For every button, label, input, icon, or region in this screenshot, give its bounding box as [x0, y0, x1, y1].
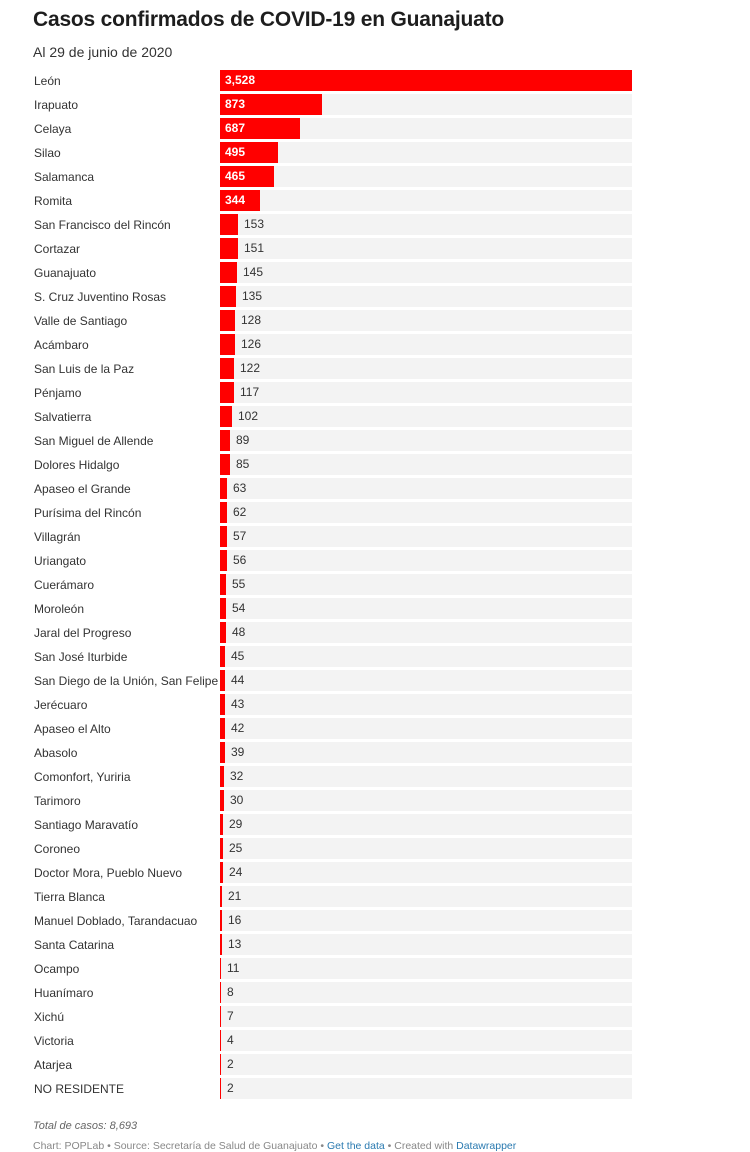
category-label: Acámbaro [34, 338, 89, 352]
bar-track [220, 886, 632, 907]
bar-track [220, 934, 632, 955]
bar [220, 70, 632, 91]
bar-row [0, 262, 750, 284]
bar-row [0, 1054, 750, 1076]
bar [220, 598, 226, 619]
category-label: Xichú [34, 1010, 65, 1024]
bar [220, 646, 225, 667]
bar-row [0, 1030, 750, 1052]
bar-track [220, 790, 632, 811]
category-label: Silao [34, 146, 61, 160]
category-label: León [34, 74, 61, 88]
bar [220, 838, 223, 859]
bar [220, 574, 226, 595]
bar-row [0, 286, 750, 308]
bar-track [220, 766, 632, 787]
bar-track [220, 838, 632, 859]
category-label: Dolores Hidalgo [34, 458, 120, 472]
bar [220, 694, 225, 715]
bar-row [0, 934, 750, 956]
value-label: 43 [231, 697, 245, 711]
bar-row [0, 454, 750, 476]
bar-row [0, 142, 750, 164]
bar-row [0, 790, 750, 812]
bar-row [0, 166, 750, 188]
bar [220, 550, 227, 571]
bar [220, 814, 223, 835]
bar [220, 406, 232, 427]
category-label: San Luis de la Paz [34, 362, 135, 376]
value-label: 30 [230, 793, 244, 807]
category-label: NO RESIDENTE [34, 1082, 125, 1096]
bar [220, 1054, 221, 1075]
category-label: Guanajuato [34, 266, 97, 280]
bar-row [0, 406, 750, 428]
category-label: Valle de Santiago [34, 314, 128, 328]
value-label: 8 [227, 985, 234, 999]
value-label: 54 [232, 601, 246, 615]
bar [220, 790, 224, 811]
bar-track [220, 982, 632, 1003]
created-with-text: • Created with [384, 1140, 457, 1152]
value-label: 21 [228, 889, 242, 903]
value-label: 56 [233, 553, 247, 567]
bar-row [0, 1006, 750, 1028]
category-label: Romita [34, 194, 73, 208]
category-label: Salvatierra [34, 410, 92, 424]
bar [220, 934, 222, 955]
bar-row [0, 766, 750, 788]
bar [220, 742, 225, 763]
value-label: 151 [244, 241, 265, 255]
bar-row [0, 886, 750, 908]
bar-track [220, 334, 632, 355]
chart-title: Casos confirmados de COVID-19 en Guanajuato [33, 8, 505, 31]
bar [220, 262, 237, 283]
value-label: 2 [227, 1057, 234, 1071]
bar [220, 310, 235, 331]
bar-track [220, 358, 632, 379]
category-label: Uriangato [34, 554, 87, 568]
bar-row [0, 958, 750, 980]
value-label: 128 [241, 313, 262, 327]
credit-text: Chart: POPLab • Source: Secretaría de Salud de Guanajuato • [33, 1140, 327, 1152]
category-label: San Diego de la Unión, San Felipe [34, 674, 219, 688]
value-label: 465 [225, 169, 246, 183]
value-label: 126 [241, 337, 262, 351]
category-label: Jaral del Progreso [34, 626, 132, 640]
value-label: 16 [228, 913, 242, 927]
category-label: Moroleón [34, 602, 85, 616]
bar-track [220, 190, 632, 211]
category-label: Atarjea [34, 1058, 73, 1072]
category-label: Salamanca [34, 170, 95, 184]
bar-track [220, 70, 632, 91]
bar [220, 982, 221, 1003]
value-label: 495 [225, 145, 246, 159]
bar-track [220, 454, 632, 475]
bar [220, 622, 226, 643]
bar-track [220, 694, 632, 715]
bar-track [220, 1030, 632, 1051]
bar-row [0, 70, 750, 92]
bar-row [0, 430, 750, 452]
category-label: San Francisco del Rincón [34, 218, 171, 232]
bar-track [220, 430, 632, 451]
value-label: 63 [233, 481, 247, 495]
bar-track [220, 1006, 632, 1027]
bar-track [220, 550, 632, 571]
bar [220, 334, 235, 355]
category-label: Celaya [34, 122, 72, 136]
bar-row [0, 574, 750, 596]
bar-row [0, 1078, 750, 1100]
bar [220, 286, 236, 307]
value-label: 29 [229, 817, 243, 831]
category-label: Jerécuaro [34, 698, 88, 712]
value-label: 57 [233, 529, 247, 543]
category-label: Tierra Blanca [34, 890, 105, 904]
value-label: 48 [232, 625, 246, 639]
bar-track [220, 958, 632, 979]
bar [220, 454, 230, 475]
bar-track [220, 646, 632, 667]
value-label: 344 [225, 193, 246, 207]
category-label: Doctor Mora, Pueblo Nuevo [34, 866, 183, 880]
category-label: San José Iturbide [34, 650, 128, 664]
bar-track [220, 94, 632, 115]
category-label: Apaseo el Grande [34, 482, 131, 496]
bar-track [220, 238, 632, 259]
bar-row [0, 982, 750, 1004]
bar-track [220, 502, 632, 523]
bar-row [0, 358, 750, 380]
bar-row [0, 190, 750, 212]
value-label: 102 [238, 409, 259, 423]
get-the-data-link[interactable]: Get the data [326, 1140, 385, 1152]
value-label: 2 [227, 1081, 234, 1095]
category-label: Tarimoro [34, 794, 81, 808]
bar-row [0, 334, 750, 356]
bar-track [220, 310, 632, 331]
bar-row [0, 526, 750, 548]
bar-track [220, 622, 632, 643]
bar [220, 382, 234, 403]
bar [220, 718, 225, 739]
bar-row [0, 694, 750, 716]
bar-track [220, 574, 632, 595]
bar-row [0, 118, 750, 140]
bar-row [0, 742, 750, 764]
bar-track [220, 910, 632, 931]
category-label: Comonfort, Yuriria [34, 770, 131, 784]
category-label: San Miguel de Allende [34, 434, 154, 448]
bar [220, 1078, 221, 1099]
value-label: 32 [230, 769, 244, 783]
value-label: 11 [227, 961, 240, 975]
value-label: 873 [225, 97, 246, 111]
bar [220, 1030, 221, 1051]
bar-row [0, 622, 750, 644]
bar-row [0, 718, 750, 740]
category-label: Pénjamo [34, 386, 82, 400]
bar-row [0, 838, 750, 860]
value-label: 89 [236, 433, 250, 447]
datawrapper-link[interactable]: Datawrapper [456, 1140, 517, 1152]
bar [220, 358, 234, 379]
bar-row [0, 862, 750, 884]
value-label: 39 [231, 745, 245, 759]
bar-row [0, 310, 750, 332]
bar-track [220, 862, 632, 883]
category-label: Santiago Maravatío [34, 818, 139, 832]
value-label: 62 [233, 505, 247, 519]
bar [220, 526, 227, 547]
bar-row [0, 670, 750, 692]
chart-credits [33, 1140, 516, 1152]
value-label: 55 [232, 577, 246, 591]
bar-track [220, 598, 632, 619]
bar-row [0, 94, 750, 116]
bar-track [220, 382, 632, 403]
bar-row [0, 502, 750, 524]
bar-track [220, 118, 632, 139]
value-label: 4 [227, 1033, 234, 1047]
bar [220, 670, 225, 691]
bar-row [0, 382, 750, 404]
value-label: 45 [231, 649, 245, 663]
value-label: 44 [231, 673, 245, 687]
bar-row [0, 598, 750, 620]
bar-track [220, 214, 632, 235]
value-label: 24 [229, 865, 243, 879]
bar [220, 502, 227, 523]
bar-track [220, 406, 632, 427]
category-label: Ocampo [34, 962, 80, 976]
bar-row [0, 910, 750, 932]
value-label: 117 [240, 385, 260, 399]
bar-track [220, 262, 632, 283]
bar-row [0, 550, 750, 572]
value-label: 13 [228, 937, 242, 951]
bar [220, 910, 222, 931]
bar [220, 766, 224, 787]
value-label: 687 [225, 121, 246, 135]
bar-track [220, 166, 632, 187]
bar-track [220, 286, 632, 307]
bar-row [0, 646, 750, 668]
value-label: 122 [240, 361, 261, 375]
bar-track [220, 526, 632, 547]
bar [220, 430, 230, 451]
category-label: S. Cruz Juventino Rosas [34, 290, 167, 304]
bar-track [220, 742, 632, 763]
category-label: Victoria [34, 1034, 74, 1048]
category-label: Huanímaro [34, 986, 94, 1000]
total-cases-note: Total de casos: 8,693 [33, 1120, 138, 1132]
value-label: 135 [242, 289, 263, 303]
bar [220, 886, 222, 907]
category-label: Abasolo [34, 746, 78, 760]
bar [220, 478, 227, 499]
bar [220, 214, 238, 235]
value-label: 145 [243, 265, 264, 279]
category-label: Purísima del Rincón [34, 506, 142, 520]
bar [220, 238, 238, 259]
bar-track [220, 478, 632, 499]
bar-row [0, 214, 750, 236]
chart-subtitle: Al 29 de junio de 2020 [33, 44, 173, 60]
bar-track [220, 1054, 632, 1075]
value-label: 153 [244, 217, 265, 231]
category-label: Apaseo el Alto [34, 722, 111, 736]
category-label: Irapuato [34, 98, 79, 112]
bar-track [220, 718, 632, 739]
value-label: 25 [229, 841, 243, 855]
bar [220, 1006, 221, 1027]
bar-track [220, 670, 632, 691]
value-label: 85 [236, 457, 250, 471]
bar-row [0, 478, 750, 500]
category-label: Cuerámaro [34, 578, 95, 592]
value-label: 42 [231, 721, 245, 735]
category-label: Manuel Doblado, Tarandacuao [34, 914, 198, 928]
bar [220, 958, 221, 979]
category-label: Villagrán [34, 530, 81, 544]
value-label: 7 [227, 1009, 234, 1023]
bar-row [0, 814, 750, 836]
category-label: Cortazar [34, 242, 81, 256]
bar-row [0, 238, 750, 260]
category-label: Santa Catarina [34, 938, 115, 952]
bar-track [220, 814, 632, 835]
bar [220, 862, 223, 883]
value-label: 3,528 [225, 73, 256, 87]
category-label: Coroneo [34, 842, 81, 856]
bar-track [220, 1078, 632, 1099]
bar-track [220, 142, 632, 163]
